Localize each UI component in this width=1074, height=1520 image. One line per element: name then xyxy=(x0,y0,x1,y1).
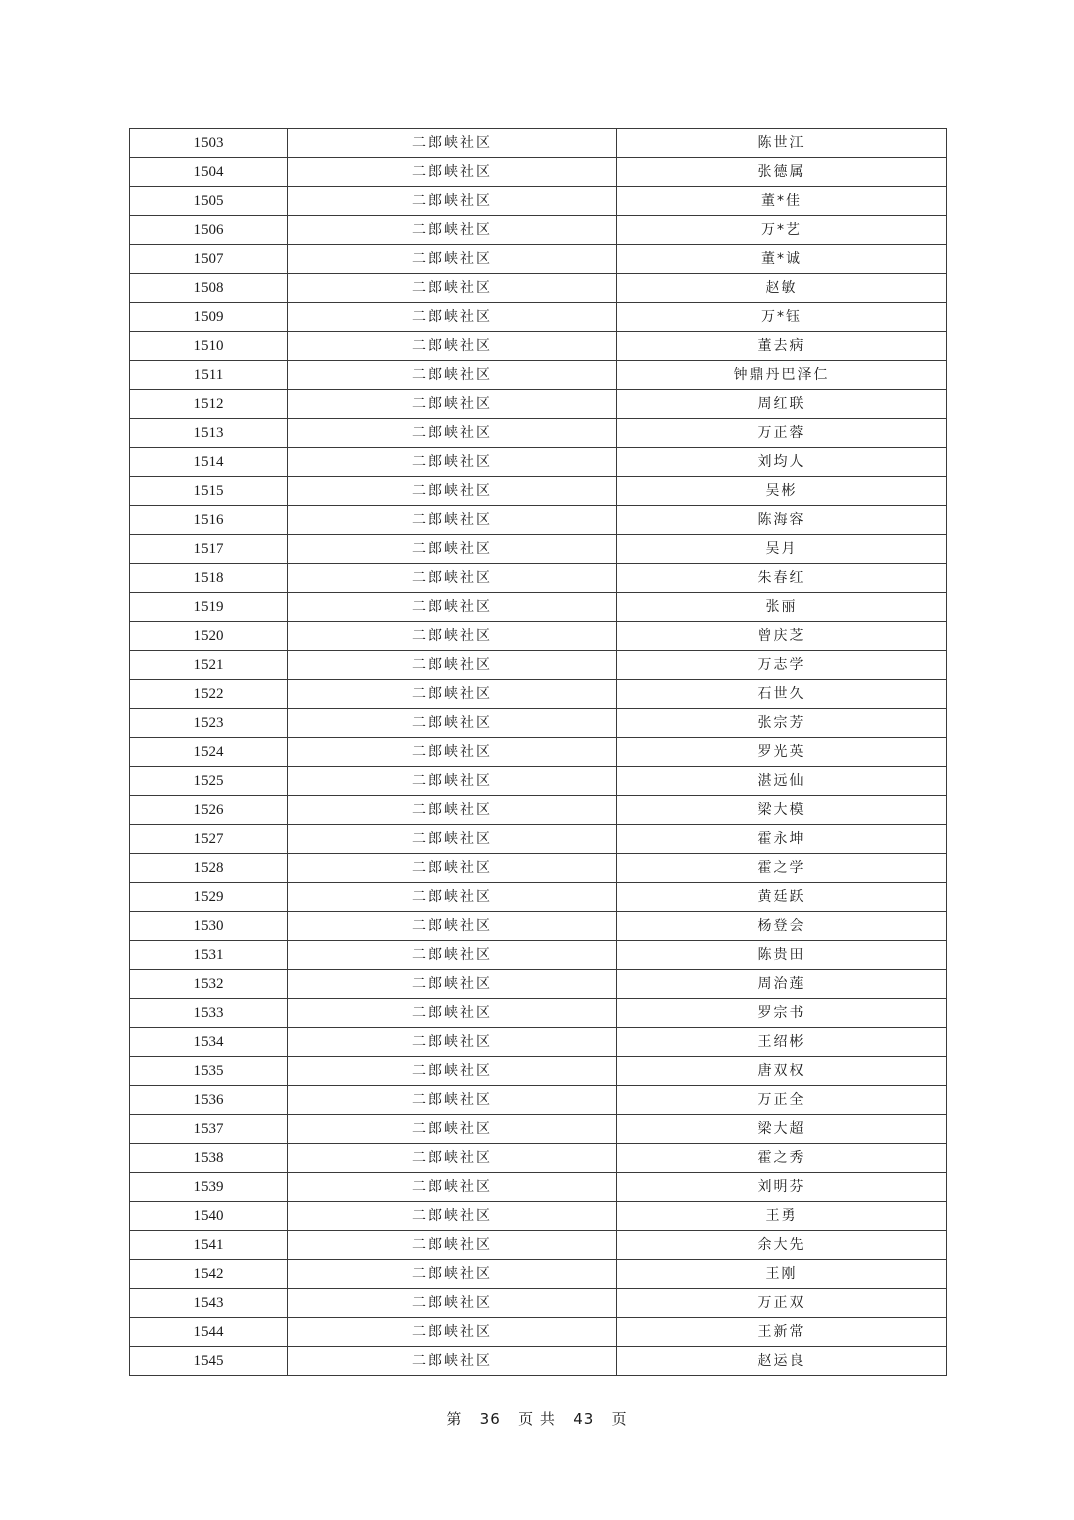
table-row xyxy=(130,767,947,796)
row-number-cell: 1541 xyxy=(130,1231,288,1260)
table-row xyxy=(130,1289,947,1318)
person-name-cell: 万志学 xyxy=(617,651,947,680)
table-row xyxy=(130,390,947,419)
table-row xyxy=(130,1202,947,1231)
row-number-cell: 1506 xyxy=(130,216,288,245)
person-name-cell: 刘明芬 xyxy=(617,1173,947,1202)
footer-prefix: 第 xyxy=(446,1410,463,1428)
person-name-cell: 万正蓉 xyxy=(617,419,947,448)
person-name-cell: 朱春红 xyxy=(617,564,947,593)
person-name-cell: 赵敏 xyxy=(617,274,947,303)
person-name-cell: 石世久 xyxy=(617,680,947,709)
community-cell: 二郎峡社区 xyxy=(288,825,617,854)
row-number-cell: 1528 xyxy=(130,854,288,883)
person-name-cell: 罗光英 xyxy=(617,738,947,767)
table-row xyxy=(130,999,947,1028)
person-name-cell: 杨登会 xyxy=(617,912,947,941)
community-cell: 二郎峡社区 xyxy=(288,1289,617,1318)
person-name-cell: 万*艺 xyxy=(617,216,947,245)
person-name-cell: 陈世江 xyxy=(617,129,947,158)
row-number-cell: 1512 xyxy=(130,390,288,419)
community-cell: 二郎峡社区 xyxy=(288,129,617,158)
table-row xyxy=(130,1231,947,1260)
person-name-cell: 梁大超 xyxy=(617,1115,947,1144)
person-name-cell: 霍永坤 xyxy=(617,825,947,854)
table-row xyxy=(130,1347,947,1376)
table-row xyxy=(130,912,947,941)
person-name-cell: 万正全 xyxy=(617,1086,947,1115)
person-name-cell: 吴彬 xyxy=(617,477,947,506)
table-row xyxy=(130,796,947,825)
person-name-cell: 湛远仙 xyxy=(617,767,947,796)
community-cell: 二郎峡社区 xyxy=(288,361,617,390)
page-footer xyxy=(0,1408,1074,1429)
community-cell: 二郎峡社区 xyxy=(288,767,617,796)
table-row xyxy=(130,535,947,564)
community-cell: 二郎峡社区 xyxy=(288,1318,617,1347)
person-name-cell: 陈贵田 xyxy=(617,941,947,970)
row-number-cell: 1520 xyxy=(130,622,288,651)
table-row xyxy=(130,1144,947,1173)
person-name-cell: 罗宗书 xyxy=(617,999,947,1028)
row-number-cell: 1519 xyxy=(130,593,288,622)
row-number-cell: 1539 xyxy=(130,1173,288,1202)
person-name-cell: 王绍彬 xyxy=(617,1028,947,1057)
row-number-cell: 1510 xyxy=(130,332,288,361)
community-cell: 二郎峡社区 xyxy=(288,535,617,564)
community-cell: 二郎峡社区 xyxy=(288,593,617,622)
row-number-cell: 1521 xyxy=(130,651,288,680)
community-cell: 二郎峡社区 xyxy=(288,187,617,216)
row-number-cell: 1540 xyxy=(130,1202,288,1231)
community-cell: 二郎峡社区 xyxy=(288,999,617,1028)
person-name-cell: 唐双权 xyxy=(617,1057,947,1086)
community-cell: 二郎峡社区 xyxy=(288,854,617,883)
person-name-cell: 钟鼎丹巴泽仁 xyxy=(617,361,947,390)
table-row xyxy=(130,216,947,245)
community-cell: 二郎峡社区 xyxy=(288,506,617,535)
row-number-cell: 1514 xyxy=(130,448,288,477)
table-row xyxy=(130,709,947,738)
row-number-cell: 1505 xyxy=(130,187,288,216)
row-number-cell: 1537 xyxy=(130,1115,288,1144)
table-row xyxy=(130,593,947,622)
row-number-cell: 1518 xyxy=(130,564,288,593)
roster-table-body xyxy=(130,129,947,1376)
community-cell: 二郎峡社区 xyxy=(288,1057,617,1086)
row-number-cell: 1529 xyxy=(130,883,288,912)
person-name-cell: 周治莲 xyxy=(617,970,947,999)
row-number-cell: 1515 xyxy=(130,477,288,506)
roster-table xyxy=(129,128,947,1376)
row-number-cell: 1532 xyxy=(130,970,288,999)
person-name-cell: 王刚 xyxy=(617,1260,947,1289)
row-number-cell: 1525 xyxy=(130,767,288,796)
row-number-cell: 1526 xyxy=(130,796,288,825)
person-name-cell: 梁大模 xyxy=(617,796,947,825)
table-row xyxy=(130,303,947,332)
table-row xyxy=(130,361,947,390)
row-number-cell: 1531 xyxy=(130,941,288,970)
community-cell: 二郎峡社区 xyxy=(288,564,617,593)
row-number-cell: 1509 xyxy=(130,303,288,332)
community-cell: 二郎峡社区 xyxy=(288,941,617,970)
community-cell: 二郎峡社区 xyxy=(288,245,617,274)
row-number-cell: 1507 xyxy=(130,245,288,274)
person-name-cell: 王勇 xyxy=(617,1202,947,1231)
community-cell: 二郎峡社区 xyxy=(288,158,617,187)
community-cell: 二郎峡社区 xyxy=(288,1202,617,1231)
row-number-cell: 1517 xyxy=(130,535,288,564)
person-name-cell: 万*钰 xyxy=(617,303,947,332)
table-row xyxy=(130,680,947,709)
community-cell: 二郎峡社区 xyxy=(288,1347,617,1376)
community-cell: 二郎峡社区 xyxy=(288,709,617,738)
row-number-cell: 1516 xyxy=(130,506,288,535)
person-name-cell: 赵运良 xyxy=(617,1347,947,1376)
table-row xyxy=(130,941,947,970)
community-cell: 二郎峡社区 xyxy=(288,651,617,680)
person-name-cell: 董去病 xyxy=(617,332,947,361)
community-cell: 二郎峡社区 xyxy=(288,970,617,999)
person-name-cell: 董*佳 xyxy=(617,187,947,216)
row-number-cell: 1544 xyxy=(130,1318,288,1347)
table-row xyxy=(130,1115,947,1144)
person-name-cell: 刘均人 xyxy=(617,448,947,477)
community-cell: 二郎峡社区 xyxy=(288,1115,617,1144)
person-name-cell: 万正双 xyxy=(617,1289,947,1318)
person-name-cell: 张丽 xyxy=(617,593,947,622)
table-row xyxy=(130,506,947,535)
row-number-cell: 1538 xyxy=(130,1144,288,1173)
table-row xyxy=(130,1173,947,1202)
community-cell: 二郎峡社区 xyxy=(288,796,617,825)
row-number-cell: 1522 xyxy=(130,680,288,709)
community-cell: 二郎峡社区 xyxy=(288,477,617,506)
table-row xyxy=(130,129,947,158)
table-row xyxy=(130,564,947,593)
footer-total-pages: 43 xyxy=(573,1410,595,1428)
community-cell: 二郎峡社区 xyxy=(288,303,617,332)
community-cell: 二郎峡社区 xyxy=(288,883,617,912)
community-cell: 二郎峡社区 xyxy=(288,274,617,303)
row-number-cell: 1535 xyxy=(130,1057,288,1086)
row-number-cell: 1533 xyxy=(130,999,288,1028)
person-name-cell: 余大先 xyxy=(617,1231,947,1260)
table-row xyxy=(130,274,947,303)
person-name-cell: 陈海容 xyxy=(617,506,947,535)
row-number-cell: 1534 xyxy=(130,1028,288,1057)
community-cell: 二郎峡社区 xyxy=(288,216,617,245)
community-cell: 二郎峡社区 xyxy=(288,419,617,448)
row-number-cell: 1503 xyxy=(130,129,288,158)
person-name-cell: 吴月 xyxy=(617,535,947,564)
table-row xyxy=(130,245,947,274)
table-row xyxy=(130,970,947,999)
table-row xyxy=(130,1057,947,1086)
footer-middle: 页 共 xyxy=(518,1410,556,1428)
community-cell: 二郎峡社区 xyxy=(288,1086,617,1115)
person-name-cell: 张德属 xyxy=(617,158,947,187)
table-row xyxy=(130,1318,947,1347)
row-number-cell: 1513 xyxy=(130,419,288,448)
community-cell: 二郎峡社区 xyxy=(288,1260,617,1289)
row-number-cell: 1511 xyxy=(130,361,288,390)
table-row xyxy=(130,448,947,477)
row-number-cell: 1504 xyxy=(130,158,288,187)
table-row xyxy=(130,622,947,651)
community-cell: 二郎峡社区 xyxy=(288,1028,617,1057)
community-cell: 二郎峡社区 xyxy=(288,738,617,767)
person-name-cell: 黄廷跃 xyxy=(617,883,947,912)
table-row xyxy=(130,854,947,883)
table-row xyxy=(130,883,947,912)
community-cell: 二郎峡社区 xyxy=(288,1144,617,1173)
row-number-cell: 1545 xyxy=(130,1347,288,1376)
community-cell: 二郎峡社区 xyxy=(288,1231,617,1260)
table-row xyxy=(130,651,947,680)
community-cell: 二郎峡社区 xyxy=(288,332,617,361)
person-name-cell: 霍之秀 xyxy=(617,1144,947,1173)
table-row xyxy=(130,477,947,506)
table-row xyxy=(130,158,947,187)
row-number-cell: 1543 xyxy=(130,1289,288,1318)
community-cell: 二郎峡社区 xyxy=(288,680,617,709)
community-cell: 二郎峡社区 xyxy=(288,622,617,651)
table-row xyxy=(130,1086,947,1115)
person-name-cell: 周红联 xyxy=(617,390,947,419)
table-row xyxy=(130,738,947,767)
table-row xyxy=(130,419,947,448)
community-cell: 二郎峡社区 xyxy=(288,448,617,477)
person-name-cell: 董*诚 xyxy=(617,245,947,274)
person-name-cell: 王新常 xyxy=(617,1318,947,1347)
community-cell: 二郎峡社区 xyxy=(288,912,617,941)
row-number-cell: 1536 xyxy=(130,1086,288,1115)
row-number-cell: 1523 xyxy=(130,709,288,738)
community-cell: 二郎峡社区 xyxy=(288,390,617,419)
footer-page-number: 36 xyxy=(479,1410,501,1428)
row-number-cell: 1530 xyxy=(130,912,288,941)
row-number-cell: 1524 xyxy=(130,738,288,767)
table-row xyxy=(130,1260,947,1289)
person-name-cell: 霍之学 xyxy=(617,854,947,883)
person-name-cell: 曾庆芝 xyxy=(617,622,947,651)
person-name-cell: 张宗芳 xyxy=(617,709,947,738)
table-row xyxy=(130,332,947,361)
community-cell: 二郎峡社区 xyxy=(288,1173,617,1202)
row-number-cell: 1527 xyxy=(130,825,288,854)
table-row xyxy=(130,1028,947,1057)
row-number-cell: 1508 xyxy=(130,274,288,303)
footer-suffix: 页 xyxy=(611,1410,628,1428)
row-number-cell: 1542 xyxy=(130,1260,288,1289)
table-row xyxy=(130,825,947,854)
table-row xyxy=(130,187,947,216)
